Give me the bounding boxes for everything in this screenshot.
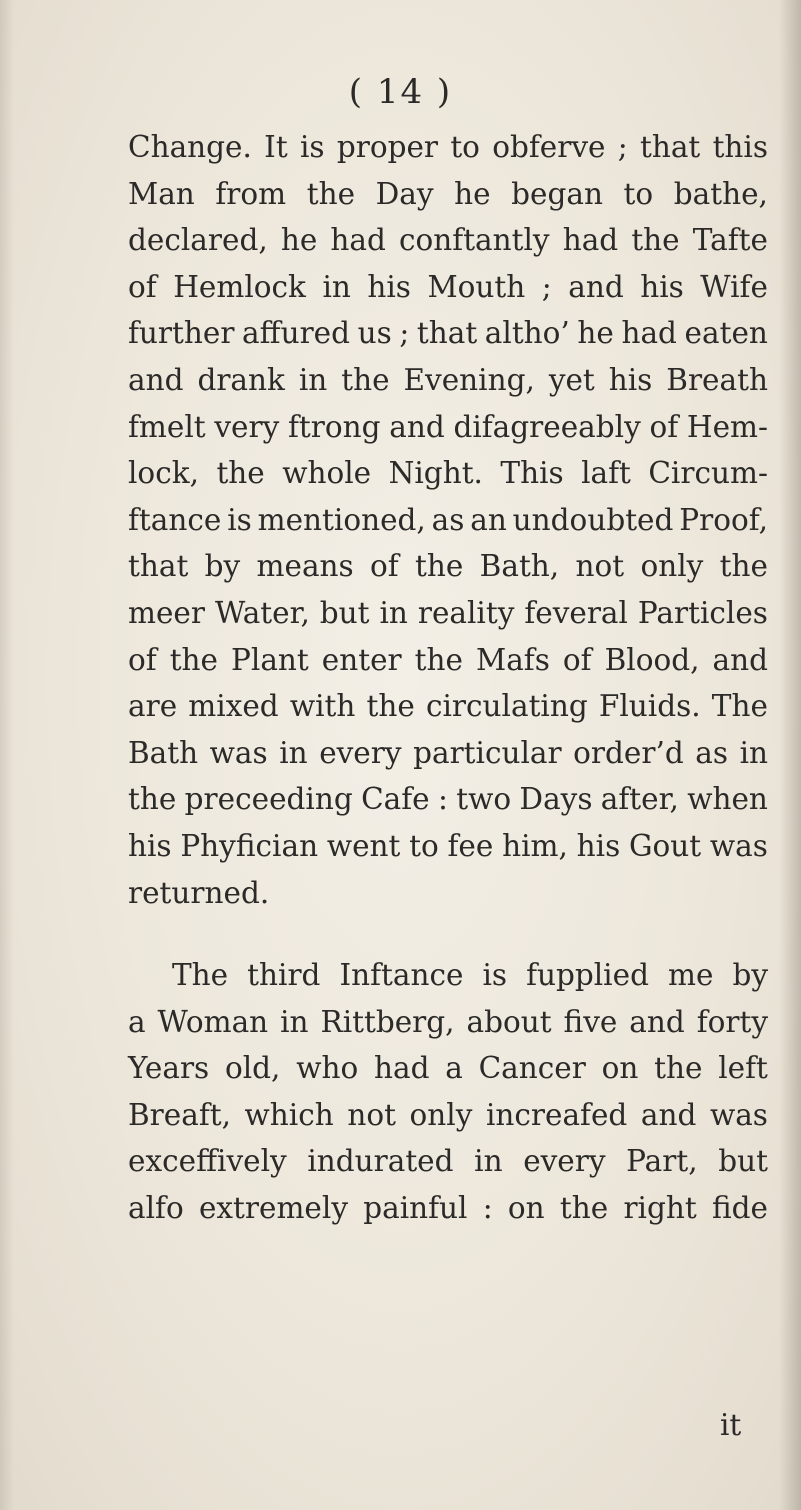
text-line: exceffively indurated in every Part, but xyxy=(128,1144,768,1179)
text-line: fmelt very ftrong and difagreeably of Hem- xyxy=(128,409,768,444)
text-line: alfo extremely painful : on the right fide xyxy=(128,1190,768,1225)
paragraph-1 xyxy=(128,124,768,916)
text-line: are mixed with the circulating Fluids. The xyxy=(128,689,768,724)
page-edge-right xyxy=(779,0,801,1510)
text-line: further affured us ; that altho’ he had eaten xyxy=(128,316,768,351)
text-line: a Woman in Rittberg, about five and forty xyxy=(128,1004,768,1039)
text-line: declared, he had conftantly had the Tafte xyxy=(128,223,768,258)
text-line: his Phyfician went to fee him, his Gout was xyxy=(128,828,768,863)
text-line: and drank in the Evening, yet his Breath xyxy=(128,362,768,397)
text-line: lock, the whole Night. This laft Circum- xyxy=(128,456,768,491)
page-edge-left xyxy=(0,0,14,1510)
text-line: the preceeding Cafe : two Days after, when xyxy=(128,782,768,817)
text-line: Bath was in every particular order’d as in xyxy=(128,735,768,770)
text-line: The third Inftance is fupplied me by xyxy=(172,958,768,992)
text-line: Breaft, which not only increafed and was xyxy=(128,1097,768,1132)
text-line: Change. It is proper to obferve ; that this xyxy=(128,130,768,164)
catchword: it xyxy=(720,1408,742,1442)
page-number: ( 14 ) xyxy=(348,72,453,112)
text-line: Man from the Day he began to bathe, xyxy=(128,176,768,211)
text-line: ftance is mentioned, as an undoubted Proof, xyxy=(128,502,768,537)
text-line: returned. xyxy=(128,875,270,910)
text-line: of Hemlock in his Mouth ; and his Wife xyxy=(128,269,768,304)
text-line: Years old, who had a Cancer on the left xyxy=(128,1051,768,1086)
text-line: of the Plant enter the Mafs of Blood, and xyxy=(128,642,768,677)
paragraph-2 xyxy=(128,952,768,1232)
text-line: meer Water, but in reality feveral Particles xyxy=(128,595,768,630)
text-line: that by means of the Bath, not only the xyxy=(128,549,768,584)
